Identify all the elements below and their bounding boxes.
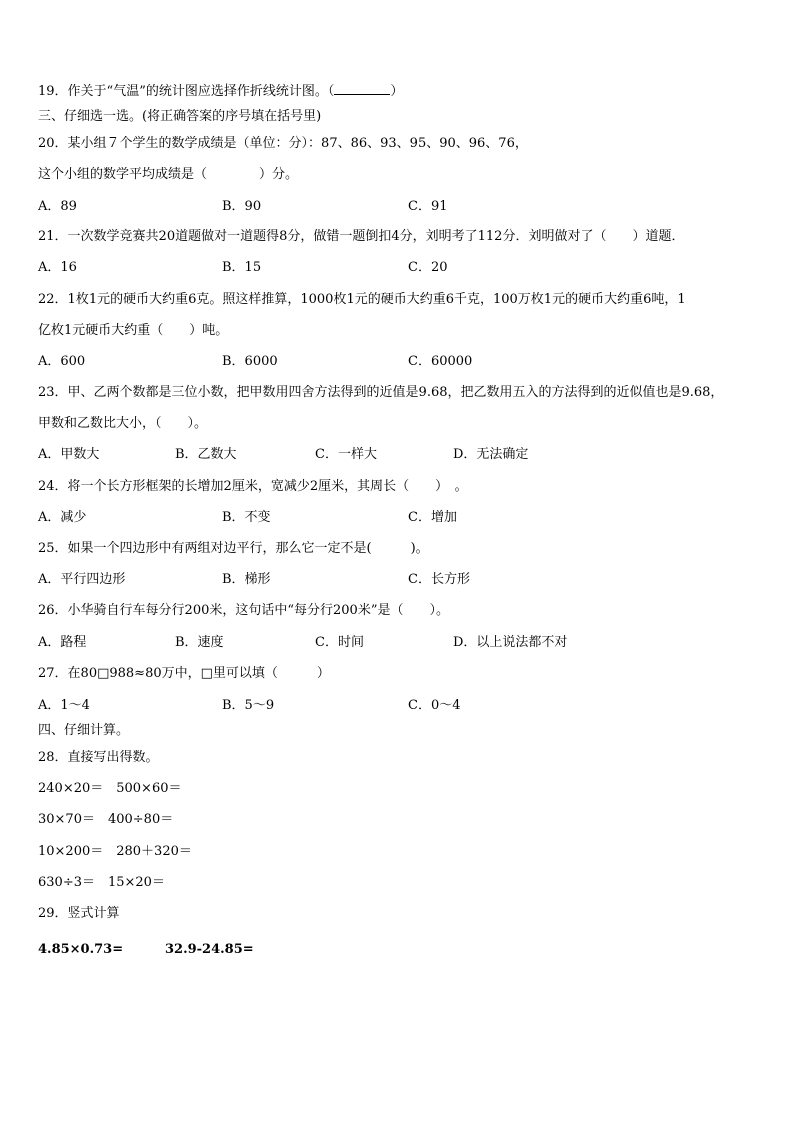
q29-item-2: 32.9-24.85= — [165, 942, 254, 957]
q20-option-c: C．91 — [408, 199, 448, 214]
question-22-line2: 亿枚1元硬币大约重（ ）吨。 — [38, 323, 229, 338]
question-28-title: 28．直接写出得数。 — [38, 750, 159, 765]
question-25-line1: 25．如果一个四边形中有两组对边平行，那么它一定不是( )。 — [38, 541, 429, 556]
q21-option-b: B．15 — [222, 260, 262, 275]
q20-option-b: B．90 — [222, 199, 262, 214]
question-19 — [38, 82, 403, 100]
q25-option-a: A．平行四边形 — [38, 572, 126, 587]
section-3-heading: 三、仔细选一选。(将正确答案的序号填在括号里) — [38, 109, 322, 124]
q26-option-d: D．以上说法都不对 — [453, 635, 568, 650]
q27-option-b: B．5～9 — [222, 698, 275, 713]
q25-option-b: B．梯形 — [222, 572, 271, 587]
section-4-heading: 四、仔细计算。 — [38, 723, 130, 738]
q22-option-a: A．600 — [38, 354, 86, 369]
q21-option-a: A．16 — [38, 260, 77, 275]
answer-blank — [334, 82, 390, 95]
question-22-line1: 22．1枚1元的硬币大约重6克。照这样推算，1000枚1元的硬币大约重6千克，100万枚1元的硬币大约重6吨，1 — [38, 292, 686, 307]
q23-option-d: D．无法确定 — [453, 447, 529, 462]
q23-option-a: A．甲数大 — [38, 447, 100, 462]
q24-option-b: B．不变 — [222, 510, 271, 525]
question-27-line1: 27．在80□988≈80万中，□里可以填（ ） — [38, 666, 330, 681]
q28-row-2: 30×70＝ 400÷80＝ — [38, 812, 174, 827]
q27-option-a: A．1～4 — [38, 698, 90, 713]
question-23-line1: 23．甲、乙两个数都是三位小数，把甲数用四舍方法得到的近值是9.68，把乙数用五入的方法得到的近似值也是9.68， — [38, 385, 724, 400]
q24-option-c: C．增加 — [408, 510, 457, 525]
question-26-line1: 26．小华骑自行车每分行200米，这句话中“每分行200米”是（ ）。 — [38, 603, 449, 618]
q28-row-1: 240×20＝ 500×60＝ — [38, 781, 182, 796]
question-21-line1: 21．一次数学竞赛共20道题做对一道题得8分，做错一题倒扣4分，刘明考了112分．刘明做对了（ ）道题． — [38, 229, 685, 244]
q28-row-3: 10×200＝ 280＋320＝ — [38, 844, 192, 859]
q23-option-b: B．乙数大 — [175, 447, 237, 462]
q29-item-1: 4.85×0.73= — [38, 942, 124, 957]
q21-option-c: C．20 — [408, 260, 448, 275]
q28-row-4: 630÷3＝ 15×20＝ — [38, 875, 165, 890]
q24-option-a: A．减少 — [38, 510, 87, 525]
q19-text: 19．作关于“气温”的统计图应选择作折线统计图。（ — [38, 84, 335, 99]
q23-option-c: C．一样大 — [315, 447, 377, 462]
q27-option-c: C．0～4 — [408, 698, 461, 713]
q26-option-a: A．路程 — [38, 635, 87, 650]
question-20-line2: 这个小组的数学平均成绩是（ ）分。 — [38, 167, 299, 182]
q22-option-c: C．60000 — [408, 354, 473, 369]
q20-option-a: A．89 — [38, 199, 77, 214]
question-24-line1: 24．将一个长方形框架的长增加2厘米，宽减少2厘米，其周长（ ） 。 — [38, 479, 468, 494]
q19-close: ） — [390, 84, 404, 99]
q25-option-c: C．长方形 — [408, 572, 470, 587]
question-20-line1: 20．某小组７个学生的数学成绩是（单位：分）：87、86、93、95、90、96、76， — [38, 136, 528, 151]
question-29-title: 29．竖式计算 — [38, 906, 120, 921]
q26-option-c: C．时间 — [315, 635, 364, 650]
question-23-line2: 甲数和乙数比大小，（ ）。 — [38, 416, 208, 431]
q26-option-b: B．速度 — [175, 635, 224, 650]
q22-option-b: B．6000 — [222, 354, 278, 369]
